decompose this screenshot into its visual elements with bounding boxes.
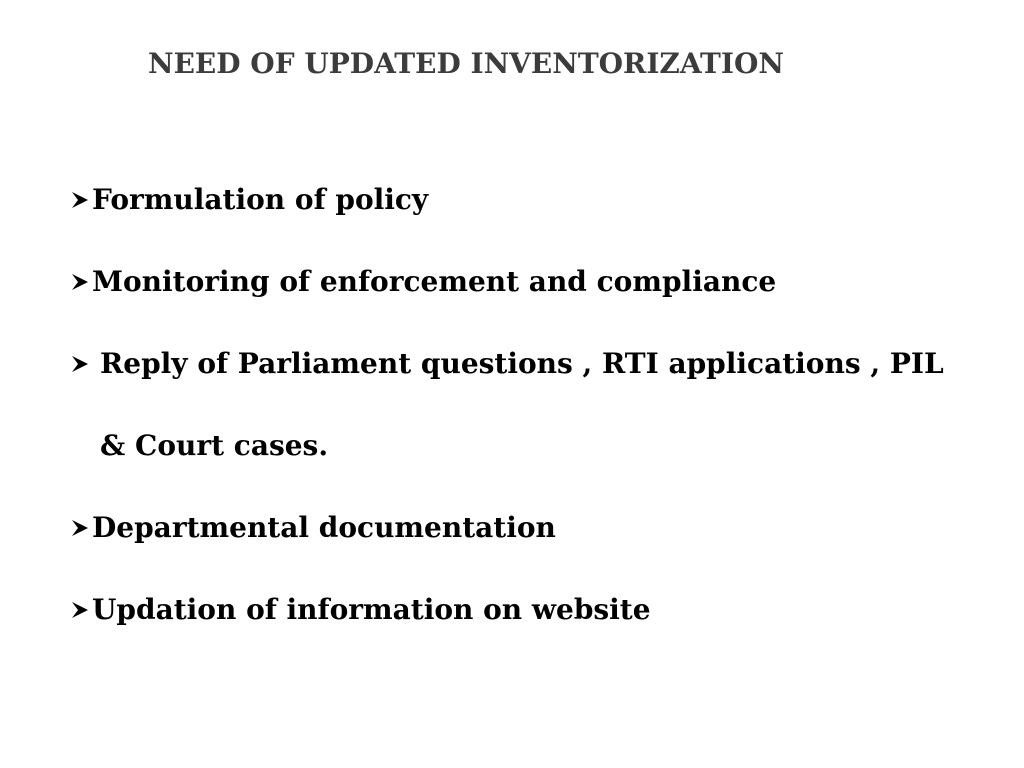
arrowhead-bullet-icon	[70, 272, 92, 292]
slide-title: NEED OF UPDATED INVENTORIZATION	[148, 47, 784, 80]
bullet-continuation	[100, 424, 328, 468]
bullet-item	[70, 506, 556, 550]
bullet-text: Monitoring of enforcement and compliance	[92, 265, 777, 298]
bullet-text: Formulation of policy	[92, 183, 429, 216]
arrowhead-bullet-icon	[70, 600, 92, 620]
bullet-item	[70, 588, 651, 632]
arrowhead-bullet-icon	[70, 354, 100, 374]
arrowhead-bullet-icon	[70, 518, 92, 538]
arrowhead-bullet-icon	[70, 190, 92, 210]
bullet-item	[70, 260, 776, 304]
bullet-text: Departmental documentation	[92, 511, 556, 544]
bullet-text-continuation: & Court cases.	[100, 429, 329, 462]
bullet-text: Reply of Parliament questions , RTI applications , PIL	[100, 347, 944, 380]
bullet-item	[70, 342, 944, 386]
bullet-text: Updation of information on website	[92, 593, 651, 626]
bullet-item	[70, 178, 428, 222]
